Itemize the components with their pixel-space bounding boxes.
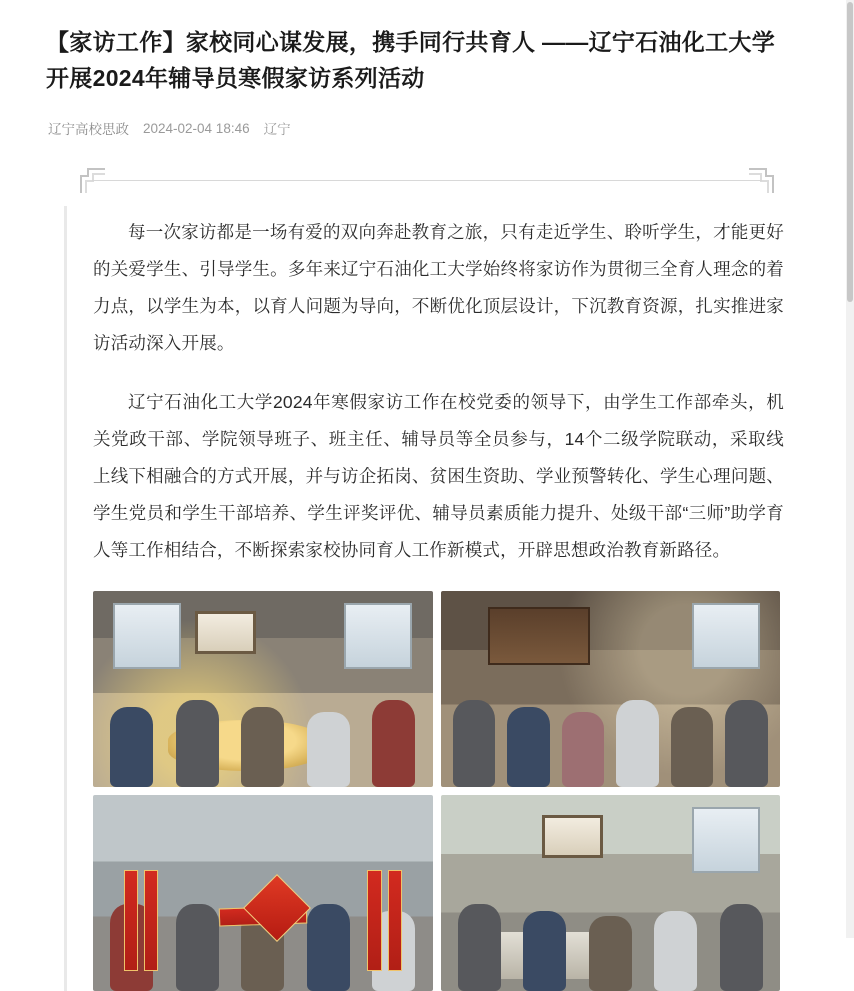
ornament-corner-top-left-icon xyxy=(80,168,106,194)
window-shape xyxy=(113,603,181,670)
person-shape xyxy=(241,707,284,787)
window-shape xyxy=(692,603,760,670)
photo-caption-4 xyxy=(447,974,564,987)
article-photo-4[interactable] xyxy=(441,795,781,991)
page-scrollbar[interactable] xyxy=(846,0,854,938)
article-body xyxy=(64,206,790,991)
paragraph-1: 每一次家访都是一场有爱的双向奔赴教育之旅，只有走近学生、聆听学生，才能更好的关爱学生、引导学生。多年来辽宁石油化工大学始终将家访作为贯彻三全育人理念的着力点，以学生为本，以育人问题为导向，不断优化顶层设计，下沉教育资源，扎实推进家访活动深入开展。 xyxy=(93,222,784,353)
window-shape xyxy=(344,603,412,670)
wall-painting-shape xyxy=(195,611,256,654)
person-shape xyxy=(725,700,768,787)
paragraph-2: 辽宁石油化工大学2024年寒假家访工作在校党委的领导下，由学生工作部牵头，机关党政干部、学院领导班子、班主任、辅导员等全员参与，14个二级学院联动，采取线上线下相融合的方式开展，并与访企拓岗、贫困生资助、学业预警转化、学生心理问题、学生党员和学生干部培养、学生评奖评优、辅导员素质能力提升、处级干部“三师”助学育人等工作相结合，不断探索家校协同育人工作新模式，开辟思想政治教育新路径。 xyxy=(93,392,784,560)
article-photo-1[interactable] xyxy=(93,591,433,787)
person-shape xyxy=(654,911,697,991)
person-shape xyxy=(720,904,763,991)
window-shape xyxy=(692,807,760,874)
person-shape xyxy=(307,904,350,991)
photo-caption-3 xyxy=(99,974,243,987)
photo-caption-1 xyxy=(99,770,234,783)
meta-author[interactable]: 辽宁高校思政 xyxy=(48,122,129,137)
photo-caption-2 xyxy=(447,770,573,783)
cabinet-shape xyxy=(488,607,590,666)
photo-grid xyxy=(93,591,784,991)
person-shape xyxy=(616,700,659,787)
spring-couplet-shape xyxy=(144,870,158,972)
people-group xyxy=(93,665,433,787)
wall-painting-shape xyxy=(542,815,603,858)
people-group xyxy=(441,665,781,787)
person-shape xyxy=(671,707,714,787)
spring-couplet-shape xyxy=(388,870,402,972)
person-shape xyxy=(372,700,415,787)
person-shape xyxy=(589,916,632,991)
article-meta xyxy=(48,118,808,138)
page-title: 【家访工作】家校同心谋发展，携手同行共育人 ——辽宁石油化工大学开展2024年辅导员寒假家访系列活动 xyxy=(46,29,775,91)
article-photo-3[interactable] xyxy=(93,795,433,991)
article-body-frame xyxy=(46,168,808,991)
ornament-corner-top-right-icon xyxy=(748,168,774,194)
scrollbar-thumb[interactable] xyxy=(847,2,853,302)
person-shape xyxy=(307,712,350,787)
meta-datetime: 2024-02-04 18:46 xyxy=(143,120,250,136)
spring-couplet-shape xyxy=(367,870,381,972)
spring-couplet-shape xyxy=(124,870,138,972)
frame-divider xyxy=(92,180,762,181)
article-photo-2[interactable] xyxy=(441,591,781,787)
people-group xyxy=(441,869,781,991)
meta-location: 辽宁 xyxy=(263,122,291,137)
